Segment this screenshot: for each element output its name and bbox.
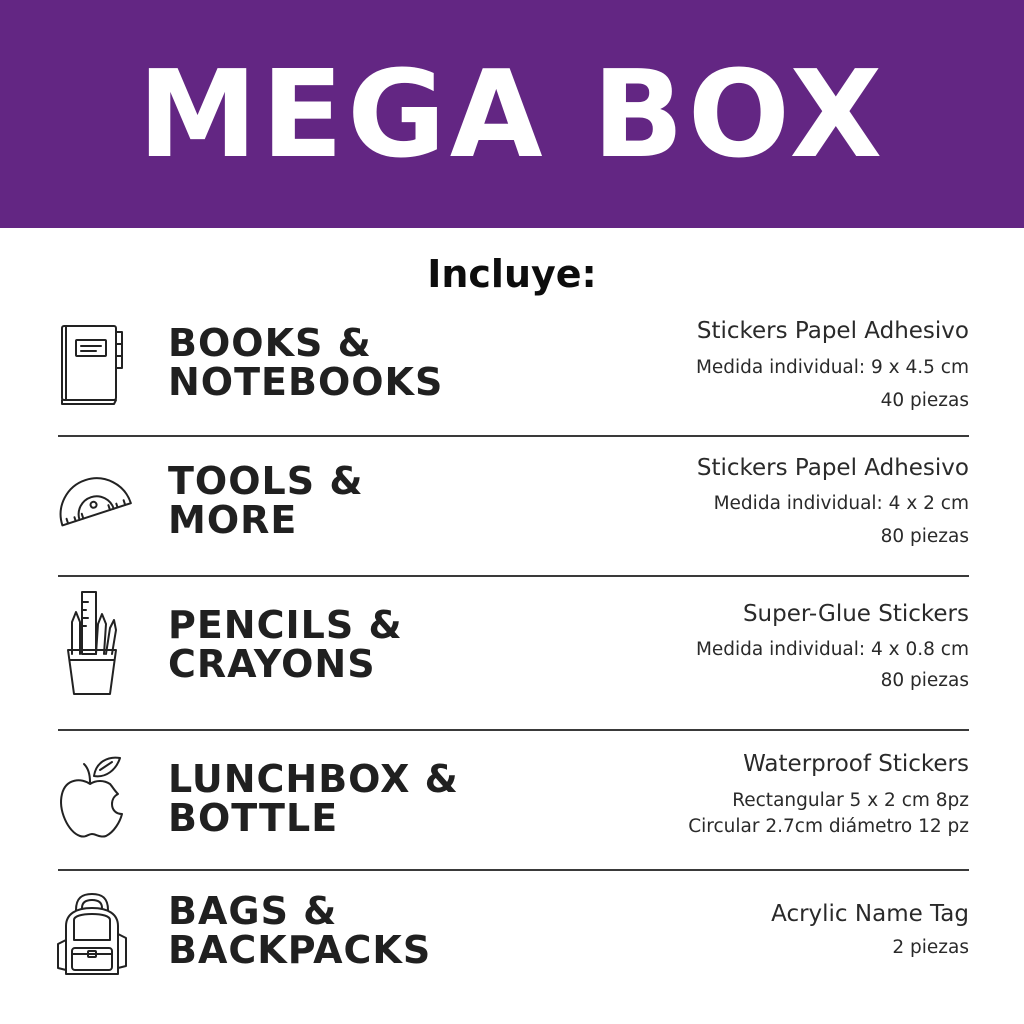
detail-title: Waterproof Stickers bbox=[743, 751, 969, 777]
item-name: BOOKS & NOTEBOOKS bbox=[168, 321, 444, 404]
item-name: LUNCHBOX & BOTTLE bbox=[168, 757, 459, 840]
detail-line: 2 piezas bbox=[892, 937, 969, 958]
protractor-icon bbox=[52, 455, 132, 545]
item-name: PENCILS & CRAYONS bbox=[168, 603, 403, 686]
includes-heading: Incluye: bbox=[427, 252, 597, 296]
header-banner bbox=[0, 0, 1024, 228]
detail-line: Circular 2.7cm diámetro 12 pz bbox=[688, 816, 969, 837]
item-name: BAGS & BACKPACKS bbox=[168, 889, 432, 972]
detail-line: 40 piezas bbox=[880, 390, 969, 411]
detail-title: Acrylic Name Tag bbox=[771, 901, 969, 927]
divider bbox=[58, 435, 969, 437]
item-details bbox=[696, 318, 969, 411]
pencil-cup-icon bbox=[52, 588, 132, 698]
detail-line: Rectangular 5 x 2 cm 8pz bbox=[732, 790, 969, 811]
backpack-icon bbox=[52, 890, 132, 980]
item-details bbox=[697, 455, 969, 547]
page-title: MEGA BOX bbox=[137, 46, 887, 185]
detail-title: Stickers Papel Adhesivo bbox=[696, 455, 969, 481]
divider bbox=[58, 729, 969, 731]
item-details bbox=[696, 601, 969, 691]
apple-icon bbox=[52, 752, 132, 842]
item-name: TOOLS & MORE bbox=[168, 459, 364, 542]
item-details bbox=[688, 751, 969, 840]
divider bbox=[58, 575, 969, 577]
detail-line: Medida individual: 4 x 0.8 cm bbox=[695, 639, 969, 660]
detail-line: 80 piezas bbox=[880, 526, 969, 547]
detail-title: Super-Glue Stickers bbox=[742, 601, 969, 627]
detail-line: Medida individual: 4 x 2 cm bbox=[713, 493, 969, 514]
divider bbox=[58, 869, 969, 871]
detail-line: Medida individual: 9 x 4.5 cm bbox=[695, 357, 969, 378]
detail-line: 80 piezas bbox=[880, 670, 969, 691]
notebook-icon bbox=[52, 320, 132, 410]
item-details bbox=[771, 901, 969, 958]
detail-title: Stickers Papel Adhesivo bbox=[696, 318, 969, 344]
